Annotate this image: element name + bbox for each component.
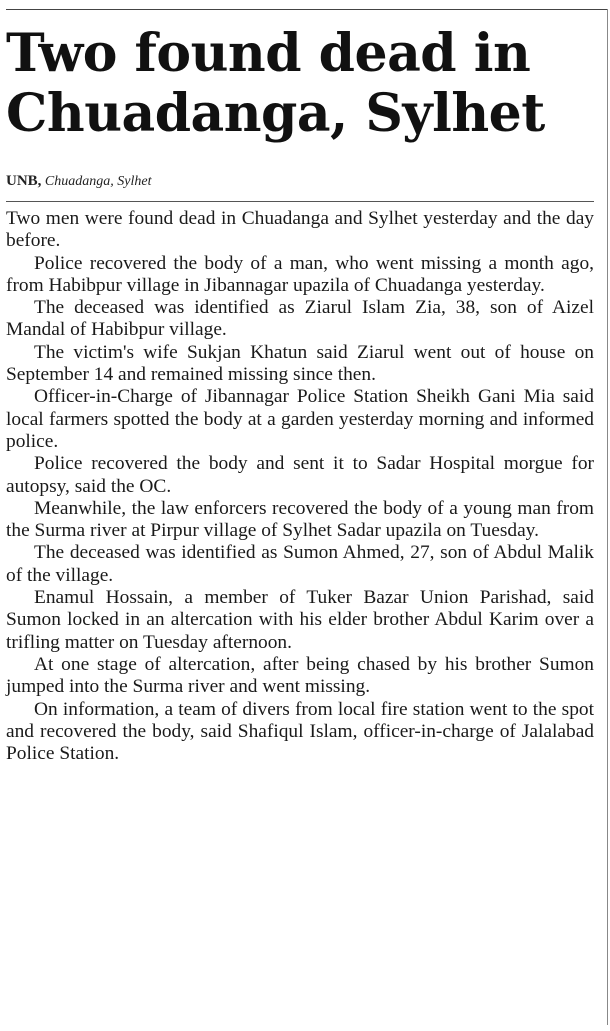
paragraph: At one stage of altercation, after being chased by his brother Sumon jumped into the Surma river and went missing. [6,653,594,698]
paragraph: The deceased was identified as Ziarul Islam Zia, 38, son of Aizel Mandal of Habibpur village. [6,297,594,341]
news-article [6,24,594,765]
paragraph: The victim's wife Sukjan Khatun said Ziarul went out of house on September 14 and remained missing since then. [6,341,594,386]
paragraph: Police recovered the body of a man, who went missing a month ago, from Habibpur village in Jibannagar upazila of Chuadanga yesterday. [6,252,594,296]
top-rule [6,9,608,10]
byline-divider [6,201,594,202]
paragraph: Two men were found dead in Chuadanga and Sylhet yesterday and the day before. [6,208,594,252]
article-body [6,208,594,765]
paragraph: On information, a team of divers from local fire station went to the spot and recovered the body, said Shafiqul Islam, officer-in-charge of Jalalabad Police Station. [6,698,594,765]
byline-location: Chuadanga, Sylhet [44,174,152,189]
right-column-rule [607,9,608,1025]
headline: Two found dead in Chuadanga, Sylhet [6,23,545,144]
paragraph: Meanwhile, the law enforcers recovered the body of a young man from the Surma river at Pirpur village of Sylhet Sadar upazila on Tuesday. [6,497,594,542]
paragraph: Enamul Hossain, a member of Tuker Bazar Union Parishad, said Sumon locked in an altercation with his elder brother Abdul Karim over a trifling matter on Tuesday afternoon. [6,587,594,653]
paragraph: Police recovered the body and sent it to Sadar Hospital morgue for autopsy, said the OC. [6,453,594,497]
paragraph: The deceased was identified as Sumon Ahmed, 27, son of Abdul Malik of the village. [6,542,594,586]
byline [6,172,594,191]
byline-agency: UNB, [6,173,42,189]
paragraph: Officer-in-Charge of Jibannagar Police Station Sheikh Gani Mia said local farmers spotted the body at a garden yesterday morning and informed police. [6,386,594,452]
